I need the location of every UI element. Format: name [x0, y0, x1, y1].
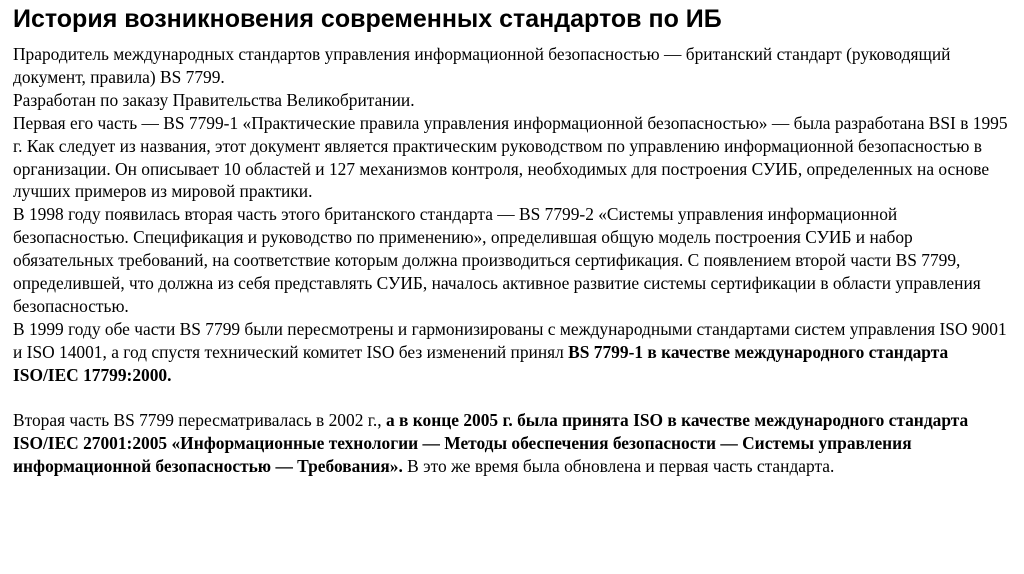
- paragraph-2005-text-start: Вторая часть BS 7799 пересматривалась в 2002 г.,: [13, 410, 386, 431]
- paragraph-1999-bold-text: BS 7799-1 в качестве международного стандарта ISO/IEC 17799:2000.: [13, 341, 949, 385]
- paragraph-2005-adoption: [13, 409, 1013, 478]
- paragraph-1999-revision: [13, 318, 1013, 387]
- paragraph-origin: Прародитель международных стандартов управления информационной безопасностью — британский стандарт (руководящий документ, правила) BS 7799.: [13, 44, 951, 87]
- paragraph-1999-text: В 1999 году обе части BS 7799 были пересмотрены и гармонизированы с международными стандартами систем управления ISO 9001 и ISO 14001, а год спустя технический комитет ISO без изменений принял: [13, 318, 1007, 362]
- paragraph-part-two: В 1998 году появилась вторая часть этого британского стандарта — BS 7799-2 «Системы управления информационной безопасностью. Спецификация и руководство по применению», определившая общую модель построения СУИБ и набор обязательных требований, на соответствие которым должна производиться сертификация. С появлением второй части BS 7799, определившей, что должна из себя представлять СУИБ, началось активное развитие системы сертификации в области управления безопасностью.: [13, 204, 981, 316]
- paragraph-2005-text-end: В это же время была обновлена и первая часть стандарта.: [402, 456, 835, 477]
- paragraph-2005-bold-text: а в конце 2005 г. была принята ISO в качестве международного стандарта ISO/IEC 27001:2005 «Информационные технологии — Методы обеспечения безопасности — Системы управления информационной безопасностью — Требования».: [13, 410, 969, 477]
- paragraph-spacer: [13, 387, 1013, 410]
- slide-title: История возникновения современных стандартов по ИБ: [13, 5, 722, 33]
- slide-body: [13, 43, 1013, 478]
- paragraph-part-one: Первая его часть — BS 7799-1 «Практические правила управления информационной безопасностью» — была разработана BSI в 1995 г. Как следует из названия, этот документ является практическим руководством по управлению информационной безопасностью в организации. Он описывает 10 областей и 127 механизмов контроля, необходимых для построения СУИБ, определенных на основе лучших примеров из мировой практики.: [13, 112, 1008, 202]
- paragraph-commissioned: Разработан по заказу Правительства Великобритании.: [13, 89, 415, 110]
